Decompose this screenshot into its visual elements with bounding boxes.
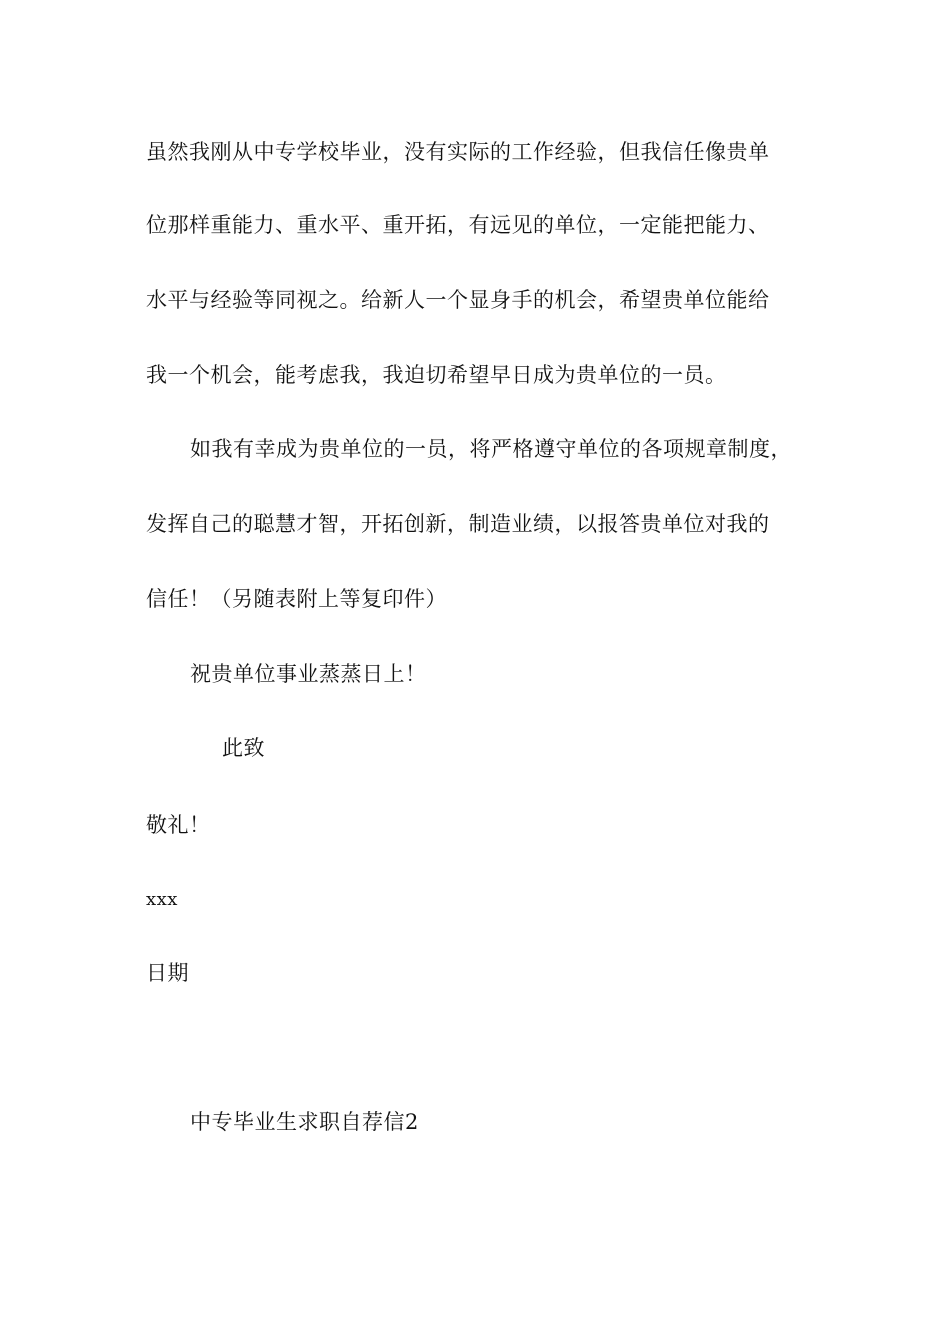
section-heading: 中专毕业生求职自荐信2 [190,1110,419,1134]
paragraph-line-2: 位那样重能力、重水平、重开拓，有远见的单位，一定能把能力、 [146,213,770,237]
signature-date: 日期 [146,961,189,985]
paragraph-line-7: 信任！（另随表附上等复印件） [146,587,447,611]
paragraph-line-6: 发挥自己的聪慧才智，开拓创新，制造业绩，以报答贵单位对我的 [146,512,770,536]
paragraph-line-1: 虽然我刚从中专学校毕业，没有实际的工作经验，但我信任像贵单 [146,140,770,164]
signature-name: xxx [146,889,178,910]
regards-line: 敬礼！ [146,813,211,837]
salutation-line: 此致 [222,736,265,760]
paragraph-line-5: 如我有幸成为贵单位的一员，将严格遵守单位的各项规章制度， [190,437,792,461]
paragraph-line-4: 我一个机会，能考虑我，我迫切希望早日成为贵单位的一员。 [146,363,727,387]
wish-line: 祝贵单位事业蒸蒸日上！ [190,662,427,686]
paragraph-line-3: 水平与经验等同视之。给新人一个显身手的机会，希望贵单位能给 [146,288,770,312]
